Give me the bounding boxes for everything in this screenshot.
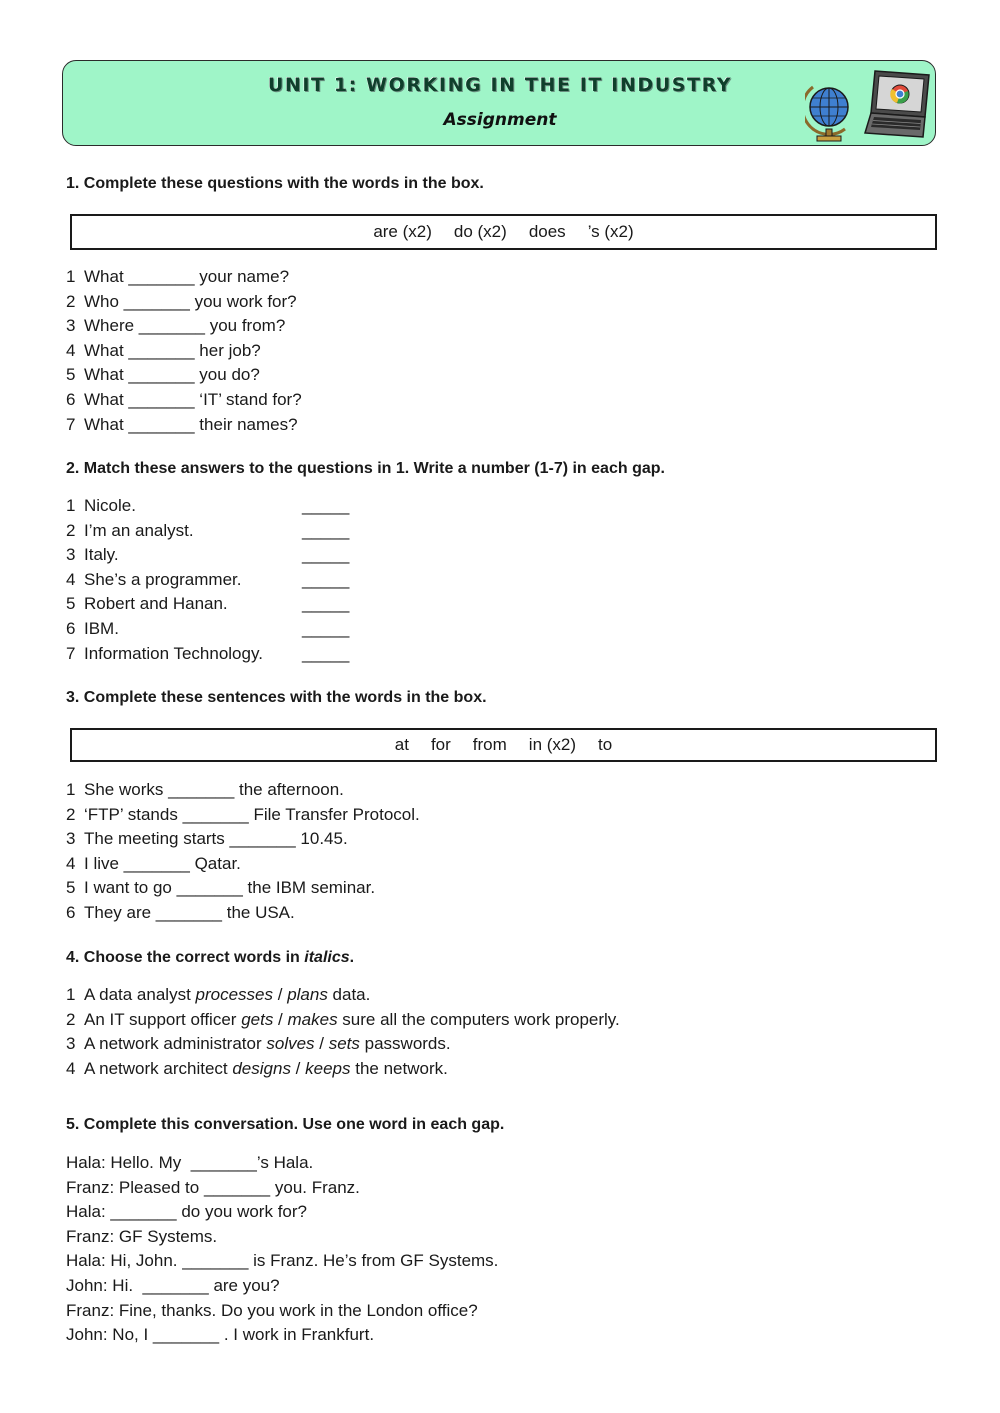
answer-line <box>66 568 386 593</box>
sentence-line <box>66 852 420 877</box>
answer-gap: _____ <box>302 545 350 565</box>
answer-gap: _____ <box>302 520 350 540</box>
laptop-icon <box>863 67 933 141</box>
choice-pre: An IT support officer <box>84 1009 242 1029</box>
item-number: 3 <box>66 316 76 336</box>
question-line <box>66 388 302 413</box>
answer-text: Robert and Hanan. <box>84 594 228 614</box>
answer-gap: _____ <box>302 643 350 663</box>
answer-line <box>66 642 386 667</box>
conversation-line: Franz: Fine, thanks. Do you work in the London office? <box>66 1300 478 1320</box>
conversation-line: Hala: Hi, John. _______ is Franz. He’s from GF Systems. <box>66 1251 499 1271</box>
item-number: 2 <box>66 1009 76 1029</box>
item-number: 6 <box>66 389 76 409</box>
sentence-line <box>66 778 420 803</box>
item-number: 4 <box>66 340 76 360</box>
item-number: 5 <box>66 878 76 898</box>
sentence-text: They are _______ the USA. <box>84 902 295 922</box>
question-text: Who _______ you work for? <box>84 291 297 311</box>
item-number: 1 <box>66 780 76 799</box>
answer-line <box>66 543 386 568</box>
item-number: 3 <box>66 545 76 565</box>
question-line <box>66 265 302 290</box>
choice-post: passwords. <box>359 1034 451 1054</box>
section-2-heading: 2. Match these answers to the questions in 1. Write a number (1-7) in each gap. <box>66 460 665 477</box>
answer-gap: _____ <box>302 594 350 614</box>
sentence-line <box>66 827 420 852</box>
conversation-line: Hala: _______ do you work for? <box>66 1202 307 1222</box>
section-4-heading <box>66 949 354 967</box>
slash: / <box>314 1034 329 1054</box>
option-1: designs <box>232 1058 291 1078</box>
sentence-text: She works _______ the afternoon. <box>84 780 344 799</box>
choice-line <box>66 1057 620 1082</box>
conversation-line: Franz: GF Systems. <box>66 1226 218 1246</box>
option-1: solves <box>266 1034 315 1054</box>
heading-italic-word: italics <box>304 949 350 966</box>
item-number: 3 <box>66 829 76 849</box>
answer-gap: _____ <box>302 618 350 638</box>
item-number: 3 <box>66 1034 76 1054</box>
item-number: 1 <box>66 267 76 286</box>
item-number: 6 <box>66 618 76 638</box>
item-number: 4 <box>66 1058 76 1078</box>
section-1-heading: 1. Complete these questions with the words in the box. <box>66 175 484 192</box>
answer-line <box>66 592 386 617</box>
answer-text: IBM. <box>84 618 119 638</box>
box-word: does <box>528 222 566 241</box>
section-5-conversation <box>66 1151 498 1348</box>
answer-line <box>66 494 386 519</box>
question-line <box>66 290 302 315</box>
box-word: to <box>598 735 613 754</box>
choice-line <box>66 1032 620 1057</box>
assignment-subtitle: Assignment <box>443 110 557 130</box>
answer-line <box>66 519 386 544</box>
option-2: sets <box>328 1034 360 1054</box>
choice-post: the network. <box>350 1058 448 1078</box>
item-number: 7 <box>66 414 76 434</box>
answer-text: She’s a programmer. <box>84 569 242 589</box>
choice-pre: A network administrator <box>84 1034 267 1054</box>
box-word: ’s (x2) <box>587 222 634 241</box>
answer-gap: _____ <box>302 569 350 589</box>
answer-text: I’m an analyst. <box>84 520 194 540</box>
option-1: processes <box>195 985 274 1004</box>
heading-text: 4. Choose the correct words in <box>66 949 305 966</box>
question-line <box>66 314 302 339</box>
section-3-sentences <box>66 778 420 926</box>
conversation-line: Hala: Hello. My _______’s Hala. <box>66 1153 314 1172</box>
box-word: are (x2) <box>373 222 432 241</box>
question-text: What _______ their names? <box>84 414 298 434</box>
item-number: 2 <box>66 291 76 311</box>
sentence-text: I live _______ Qatar. <box>84 853 241 873</box>
item-number: 5 <box>66 594 76 614</box>
box-word: from <box>472 735 507 754</box>
sentence-text: The meeting starts _______ 10.45. <box>84 829 348 849</box>
choice-post: data. <box>327 985 371 1004</box>
section-4-choices <box>66 983 620 1081</box>
sentence-text: I want to go _______ the IBM seminar. <box>84 878 376 898</box>
section-2-answers <box>66 494 386 666</box>
conversation-line: John: Hi. _______ are you? <box>66 1275 280 1295</box>
choice-pre: A data analyst <box>84 985 196 1004</box>
heading-period: . <box>349 949 355 966</box>
item-number: 5 <box>66 365 76 385</box>
unit-title: UNIT 1: WORKING IN THE IT INDUSTRY <box>267 74 733 96</box>
slash: / <box>273 985 288 1004</box>
question-line <box>66 363 302 388</box>
question-text: What _______ you do? <box>84 365 260 385</box>
section-5-heading: 5. Complete this conversation. Use one word in each gap. <box>66 1116 505 1133</box>
box-word: for <box>430 735 451 754</box>
item-number: 1 <box>66 985 76 1004</box>
item-number: 1 <box>66 496 76 515</box>
option-2: keeps <box>305 1058 351 1078</box>
header-banner <box>62 60 936 146</box>
question-text: What _______ your name? <box>84 267 290 286</box>
sentence-line <box>66 803 420 828</box>
sentence-line <box>66 876 420 901</box>
globe-icon <box>805 77 855 143</box>
choice-line <box>66 983 620 1008</box>
conversation-line: Franz: Pleased to _______ you. Franz. <box>66 1177 360 1197</box>
sentence-text: ‘FTP’ stands _______ File Transfer Protocol. <box>84 804 420 824</box>
question-text: What _______ ‘IT’ stand for? <box>84 389 302 409</box>
answer-text: Nicole. <box>84 496 136 515</box>
slash: / <box>273 1009 288 1029</box>
choice-post: sure all the computers work properly. <box>337 1009 620 1029</box>
question-text: Where _______ you from? <box>84 316 286 336</box>
box-word: do (x2) <box>453 222 507 241</box>
option-1: gets <box>241 1009 274 1029</box>
answer-text: Italy. <box>84 545 119 565</box>
item-number: 6 <box>66 902 76 922</box>
item-number: 2 <box>66 520 76 540</box>
question-line <box>66 413 302 438</box>
item-number: 4 <box>66 569 76 589</box>
box-word: at <box>394 735 409 754</box>
question-line <box>66 339 302 364</box>
section-3-heading: 3. Complete these sentences with the words in the box. <box>66 689 487 706</box>
answer-text: Information Technology. <box>84 643 263 663</box>
answer-gap: _____ <box>302 496 350 515</box>
answer-line <box>66 617 386 642</box>
question-text: What _______ her job? <box>84 340 261 360</box>
choice-line <box>66 1008 620 1033</box>
sentence-line <box>66 901 420 926</box>
section-1-word-box <box>70 214 937 250</box>
box-word: in (x2) <box>528 735 577 754</box>
slash: / <box>290 1058 306 1078</box>
item-number: 7 <box>66 643 76 663</box>
conversation-line: John: No, I _______ . I work in Frankfurt. <box>66 1325 375 1345</box>
option-2: plans <box>287 985 328 1004</box>
section-3-word-box <box>70 728 937 762</box>
choice-pre: A network architect <box>84 1058 233 1078</box>
option-2: makes <box>287 1009 338 1029</box>
item-number: 4 <box>66 853 76 873</box>
item-number: 2 <box>66 804 76 824</box>
section-1-questions <box>66 265 302 437</box>
